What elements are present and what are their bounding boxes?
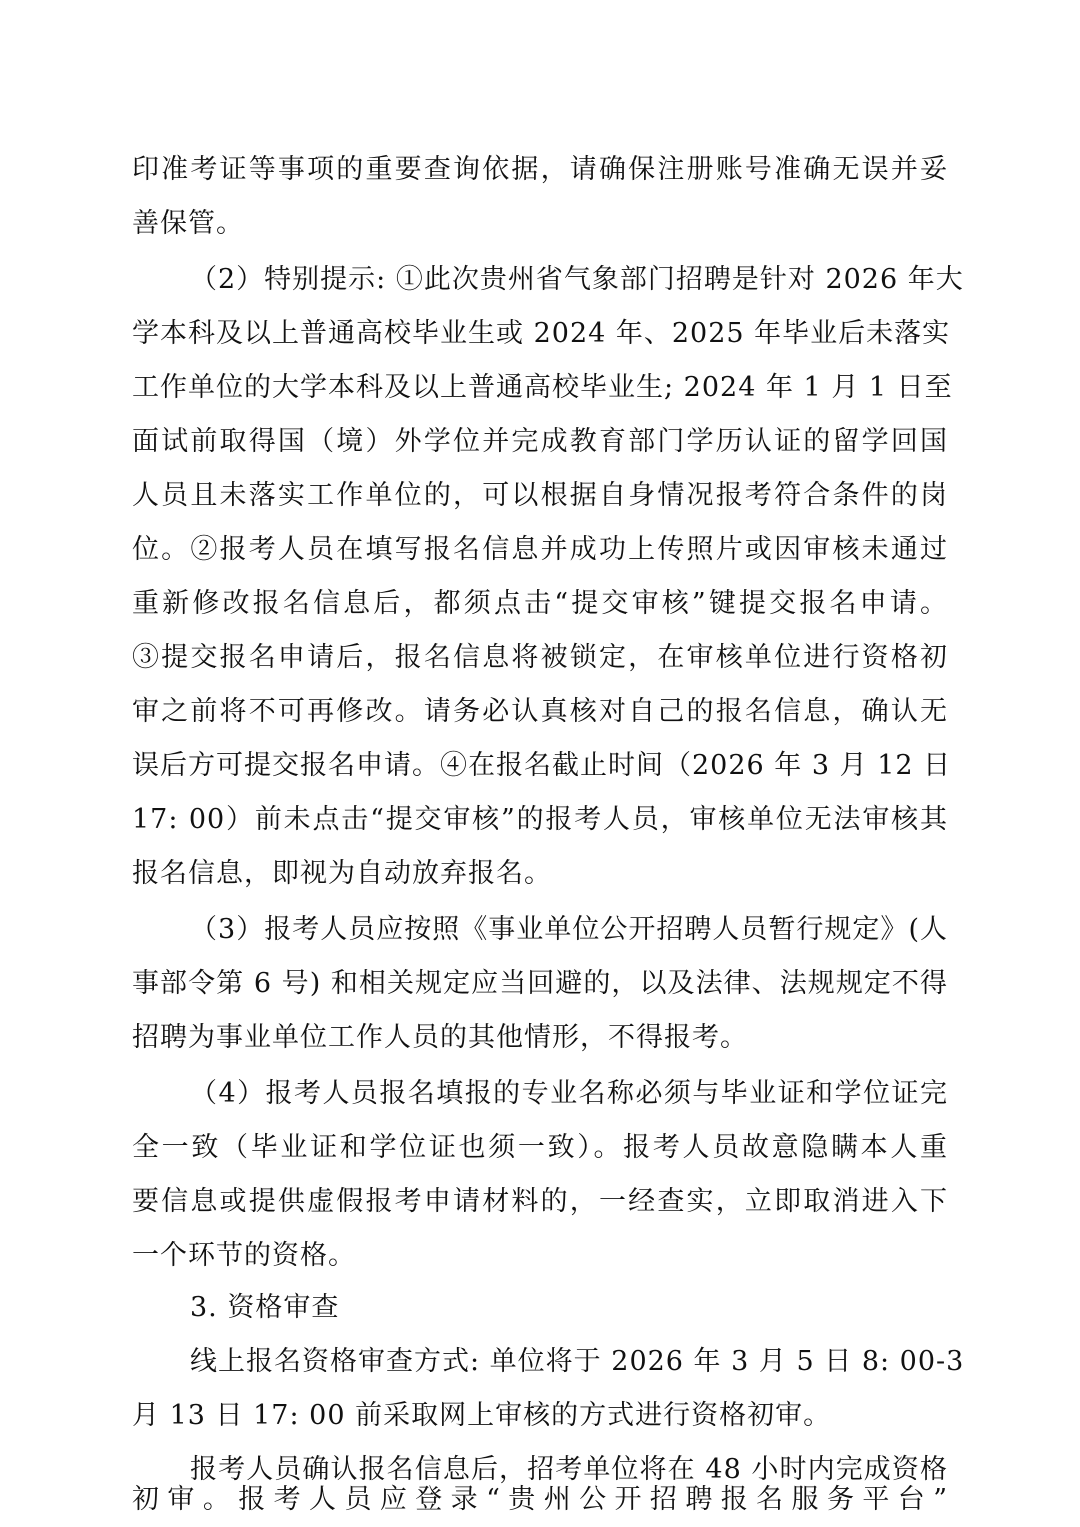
text-line: （2）特别提示: ①此次贵州省气象部门招聘是针对 2026 年大 bbox=[190, 264, 964, 295]
text-line: 报名信息，即视为自动放弃报名。 bbox=[132, 858, 552, 889]
text-line: 人员且未落实工作单位的，可以根据自身情况报考符合条件的岗 bbox=[132, 480, 948, 511]
text-line: 误后方可提交报名申请。④在报名截止时间（2026 年 3 月 12 日 bbox=[132, 750, 952, 781]
text-line: 要信息或提供虚假报考申请材料的，一经查实，立即取消进入下 bbox=[132, 1186, 948, 1217]
text-line: 位。②报考人员在填写报名信息并成功上传照片或因审核未通过 bbox=[132, 534, 948, 565]
text-line: 事部令第 6 号) 和相关规定应当回避的，以及法律、法规规定不得 bbox=[132, 968, 948, 999]
text-line: 工作单位的大学本科及以上普通高校毕业生; 2024 年 1 月 1 日至 bbox=[132, 372, 953, 403]
text-line: （3）报考人员应按照《事业单位公开招聘人员暂行规定》(人 bbox=[190, 914, 948, 945]
text-line: 重新修改报名信息后，都须点击“提交审核”键提交报名申请。 bbox=[132, 588, 948, 619]
text-line: 印准考证等事项的重要查询依据，请确保注册账号准确无误并妥 bbox=[132, 154, 948, 185]
text-line: 线上报名资格审查方式: 单位将于 2026 年 3 月 5 日 8: 00-3 bbox=[190, 1346, 965, 1377]
text-line: 招聘为事业单位工作人员的其他情形，不得报考。 bbox=[132, 1022, 748, 1053]
text-line: 面试前取得国（境）外学位并完成教育部门学历认证的留学回国 bbox=[132, 426, 948, 457]
text-line: （4）报考人员报名填报的专业名称必须与毕业证和学位证完 bbox=[190, 1078, 948, 1109]
text-line: ③提交报名申请后，报名信息将被锁定，在审核单位进行资格初 bbox=[132, 642, 948, 673]
text-line: 初审。报考人员应登录“贵州公开招聘报名服务平台” bbox=[132, 1484, 948, 1515]
text-line: 善保管。 bbox=[132, 208, 244, 239]
text-line: 学本科及以上普通高校毕业生或 2024 年、2025 年毕业后未落实 bbox=[132, 318, 951, 349]
text-line: 报考人员确认报名信息后，招考单位将在 48 小时内完成资格 bbox=[190, 1454, 948, 1485]
text-line: 月 13 日 17: 00 前采取网上审核的方式进行资格初审。 bbox=[132, 1400, 832, 1431]
text-line: 一个环节的资格。 bbox=[132, 1240, 356, 1271]
text-line: 全一致（毕业证和学位证也须一致）。报考人员故意隐瞒本人重 bbox=[132, 1132, 948, 1163]
text-line: 17: 00）前未点击“提交审核”的报考人员，审核单位无法审核其 bbox=[132, 804, 948, 835]
text-line: 审之前将不可再修改。请务必认真核对自己的报名信息，确认无 bbox=[132, 696, 948, 727]
section-heading: 3. 资格审查 bbox=[190, 1292, 340, 1323]
